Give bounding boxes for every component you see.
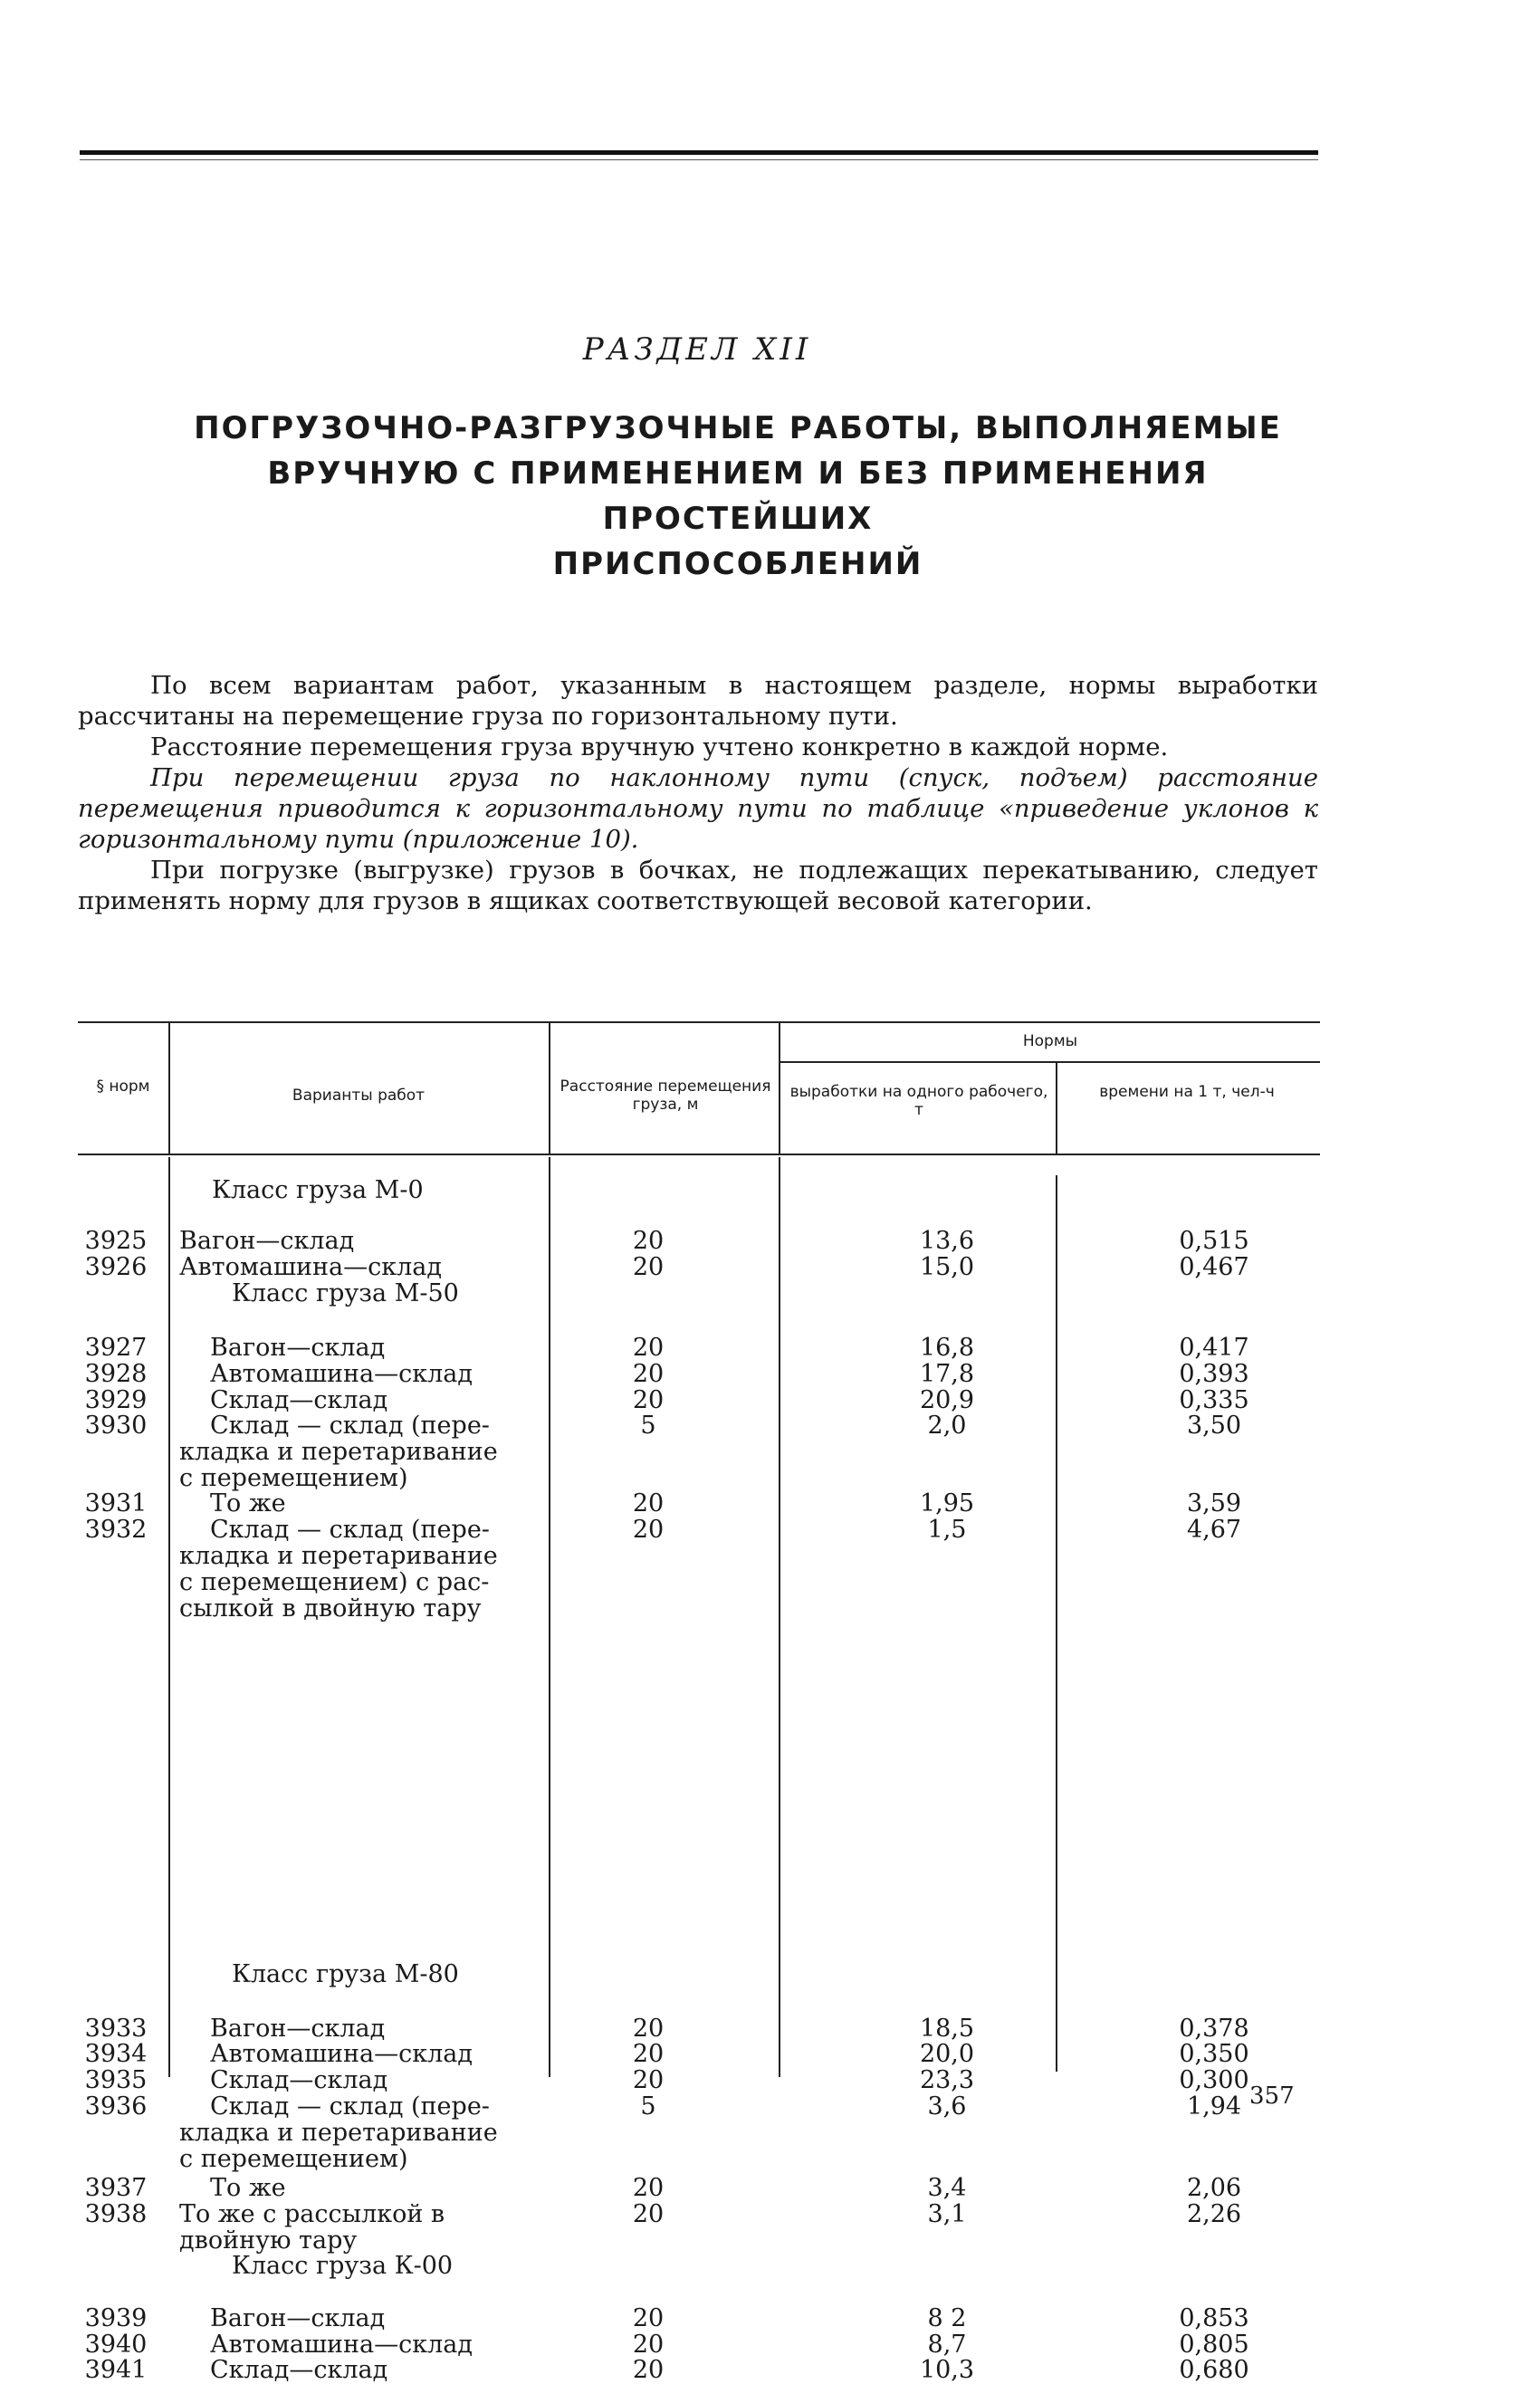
row-norm-number: 3931 <box>84 1489 148 1518</box>
body-divider <box>779 1157 780 2077</box>
row-output: 8 2 <box>927 2304 967 2332</box>
table-top-border <box>78 1021 1320 1023</box>
row-time: 0,300 <box>1179 2066 1249 2094</box>
row-variant-line: Автомашина—склад <box>210 1360 473 1388</box>
row-output: 8,7 <box>927 2331 967 2359</box>
row-variant-line: Вагон—склад <box>210 2304 386 2332</box>
row-variant-line: Склад—склад <box>210 2066 388 2094</box>
row-time: 0,805 <box>1179 2331 1249 2359</box>
row-norm-number: 3937 <box>84 2174 148 2202</box>
row-norm-number: 3938 <box>84 2200 148 2228</box>
row-distance: 20 <box>632 2066 665 2094</box>
page-number: 357 <box>1249 2082 1295 2110</box>
row-norm-number: 3925 <box>84 1227 148 1255</box>
row-distance: 20 <box>632 2200 665 2228</box>
row-time: 3,59 <box>1186 1489 1242 1518</box>
row-distance: 20 <box>632 1360 665 1388</box>
row-variant-line: двойную тару <box>179 2226 358 2255</box>
row-variant-line: Автомашина—склад <box>179 1253 442 1281</box>
row-output: 20,9 <box>919 1386 975 1414</box>
row-time: 0,417 <box>1179 1334 1249 1362</box>
row-norm-number: 3929 <box>84 1386 148 1414</box>
cargo-class-heading: Класс груза К-00 <box>232 2252 454 2280</box>
row-norm-number: 3928 <box>84 1360 148 1388</box>
row-output: 3,6 <box>927 2092 967 2121</box>
row-variant-line: сылкой в двойную тару <box>179 1594 482 1623</box>
row-time: 0,378 <box>1179 2015 1249 2043</box>
row-distance: 20 <box>632 2040 665 2068</box>
row-output: 20,0 <box>919 2040 975 2068</box>
row-output: 2,0 <box>927 1412 967 1440</box>
intro-paragraph: При погрузке (выгрузке) грузов в бочках, не подлежащих перекатыванию, следует применять норму для грузов в ящиках соответствующей весовой категории. <box>78 856 1318 915</box>
row-time: 4,67 <box>1186 1516 1242 1544</box>
row-output: 3,1 <box>927 2200 967 2228</box>
row-time: 1,94 <box>1186 2092 1242 2121</box>
section-label: РАЗДЕЛ XII <box>582 331 812 368</box>
row-output: 18,5 <box>919 2015 975 2043</box>
header-variant: Варианты работ <box>292 1087 426 1105</box>
row-distance: 5 <box>640 2092 656 2121</box>
section-title <box>154 406 1322 587</box>
row-time: 0,853 <box>1179 2304 1249 2332</box>
row-variant-line: кладка и перетаривание <box>179 1438 498 1466</box>
section-title-line: ПОГРУЗОЧНО-РАЗГРУЗОЧНЫЕ РАБОТЫ, ВЫПОЛНЯЕМЫЕ <box>194 410 1282 446</box>
row-variant-line: кладка и перетаривание <box>179 2119 498 2147</box>
row-output: 13,6 <box>919 1227 975 1255</box>
row-variant-line: Склад — склад (пере- <box>210 2092 490 2121</box>
header-num: § норм <box>96 1077 150 1096</box>
intro-paragraph: По всем вариантам работ, указанным в настоящем разделе, нормы выработки рассчитаны на перемещение груза по горизонтальному пути. <box>78 671 1318 731</box>
row-distance: 20 <box>632 2174 665 2202</box>
row-time: 2,26 <box>1186 2200 1242 2228</box>
row-norm-number: 3940 <box>84 2331 148 2359</box>
row-variant-line: Склад—склад <box>210 2356 388 2384</box>
row-output: 15,0 <box>919 1253 975 1281</box>
cargo-class-heading: Класс груза М-80 <box>232 1960 459 1988</box>
row-distance: 20 <box>632 1253 665 1281</box>
row-variant-line: Склад — склад (пере- <box>210 1516 490 1544</box>
row-time: 3,50 <box>1186 1412 1242 1440</box>
row-variant-line: Автомашина—склад <box>210 2040 473 2068</box>
row-variant-line: Вагон—склад <box>179 1227 355 1255</box>
section-title-line: ПРИСПОСОБЛЕНИЙ <box>552 546 923 582</box>
row-variant-line: Вагон—склад <box>210 1334 386 1362</box>
row-distance: 20 <box>632 1227 665 1255</box>
row-output: 23,3 <box>919 2066 975 2094</box>
row-variant-line: То же с рассылкой в <box>179 2200 445 2228</box>
intro-paragraph: При перемещении груза по наклонному пути (спуск, подъем) расстояние перемещения приводится к горизонтальному пути по таблице «приведение уклонов к горизонтальному пути (приложение 10). <box>78 763 1318 854</box>
cargo-class-heading: Класс груза М-0 <box>212 1176 424 1204</box>
body-divider <box>1056 1175 1057 2072</box>
row-norm-number: 3941 <box>84 2356 148 2384</box>
row-distance: 20 <box>632 1489 665 1518</box>
row-variant-line: с перемещением) <box>179 1464 408 1492</box>
row-norm-number: 3936 <box>84 2092 148 2121</box>
header-norms: Нормы <box>1022 1032 1078 1050</box>
row-output: 1,5 <box>927 1516 967 1544</box>
row-variant-line: с перемещением) <box>179 2145 408 2173</box>
intro-paragraph: Расстояние перемещения груза вручную учтено конкретно в каждой норме. <box>150 732 1169 761</box>
row-variant-line: Вагон—склад <box>210 2015 386 2043</box>
row-norm-number: 3935 <box>84 2066 148 2094</box>
row-distance: 20 <box>632 2356 665 2384</box>
row-output: 1,95 <box>919 1489 975 1518</box>
row-norm-number: 3930 <box>84 1412 148 1440</box>
row-variant-line: с перемещением) с рас- <box>179 1568 490 1596</box>
row-time: 0,680 <box>1179 2356 1249 2384</box>
section-title-line: ВРУЧНУЮ С ПРИМЕНЕНИЕМ И БЕЗ ПРИМЕНЕНИЯ ПРОСТЕЙШИХ <box>267 455 1209 537</box>
row-time: 0,467 <box>1179 1253 1249 1281</box>
row-norm-number: 3934 <box>84 2040 148 2068</box>
cargo-class-heading: Класс груза М-50 <box>232 1279 459 1307</box>
row-norm-number: 3933 <box>84 2015 148 2043</box>
header-bottom-border <box>78 1154 1320 1155</box>
row-variant-line: Автомашина—склад <box>210 2331 473 2359</box>
row-output: 10,3 <box>919 2356 975 2384</box>
row-variant-line: То же <box>210 2174 286 2202</box>
header-divider <box>549 1021 550 1155</box>
row-norm-number: 3926 <box>84 1253 148 1281</box>
row-variant-line: Склад—склад <box>210 1386 388 1414</box>
row-time: 0,393 <box>1179 1360 1249 1388</box>
row-time: 0,335 <box>1179 1386 1249 1414</box>
row-variant-line: То же <box>210 1489 286 1518</box>
top-rule <box>80 150 1318 155</box>
norms-subheader-rule <box>780 1061 1320 1063</box>
header-distance: Расстояние перемещения груза, м <box>560 1077 771 1114</box>
row-output: 16,8 <box>919 1334 975 1362</box>
header-output: выработки на одного рабочего, т <box>789 1083 1048 1119</box>
intro-text <box>78 670 1318 916</box>
row-norm-number: 3927 <box>84 1334 148 1362</box>
row-distance: 20 <box>632 1516 665 1544</box>
body-divider <box>168 1157 170 2077</box>
row-distance: 20 <box>632 1334 665 1362</box>
row-distance: 5 <box>640 1412 656 1440</box>
row-distance: 20 <box>632 2304 665 2332</box>
top-rule-thin <box>80 159 1318 160</box>
header-divider <box>1056 1061 1057 1155</box>
row-variant-line: Склад — склад (пере- <box>210 1412 490 1440</box>
row-distance: 20 <box>632 2331 665 2359</box>
row-time: 0,350 <box>1179 2040 1249 2068</box>
row-distance: 20 <box>632 1386 665 1414</box>
row-time: 0,515 <box>1179 1227 1249 1255</box>
row-variant-line: кладка и перетаривание <box>179 1542 498 1570</box>
row-norm-number: 3939 <box>84 2304 148 2332</box>
row-output: 3,4 <box>927 2174 967 2202</box>
row-norm-number: 3932 <box>84 1516 148 1544</box>
row-time: 2,06 <box>1186 2174 1242 2202</box>
row-distance: 20 <box>632 2015 665 2043</box>
row-output: 17,8 <box>919 1360 975 1388</box>
header-time: времени на 1 т, чел-ч <box>1099 1083 1275 1101</box>
